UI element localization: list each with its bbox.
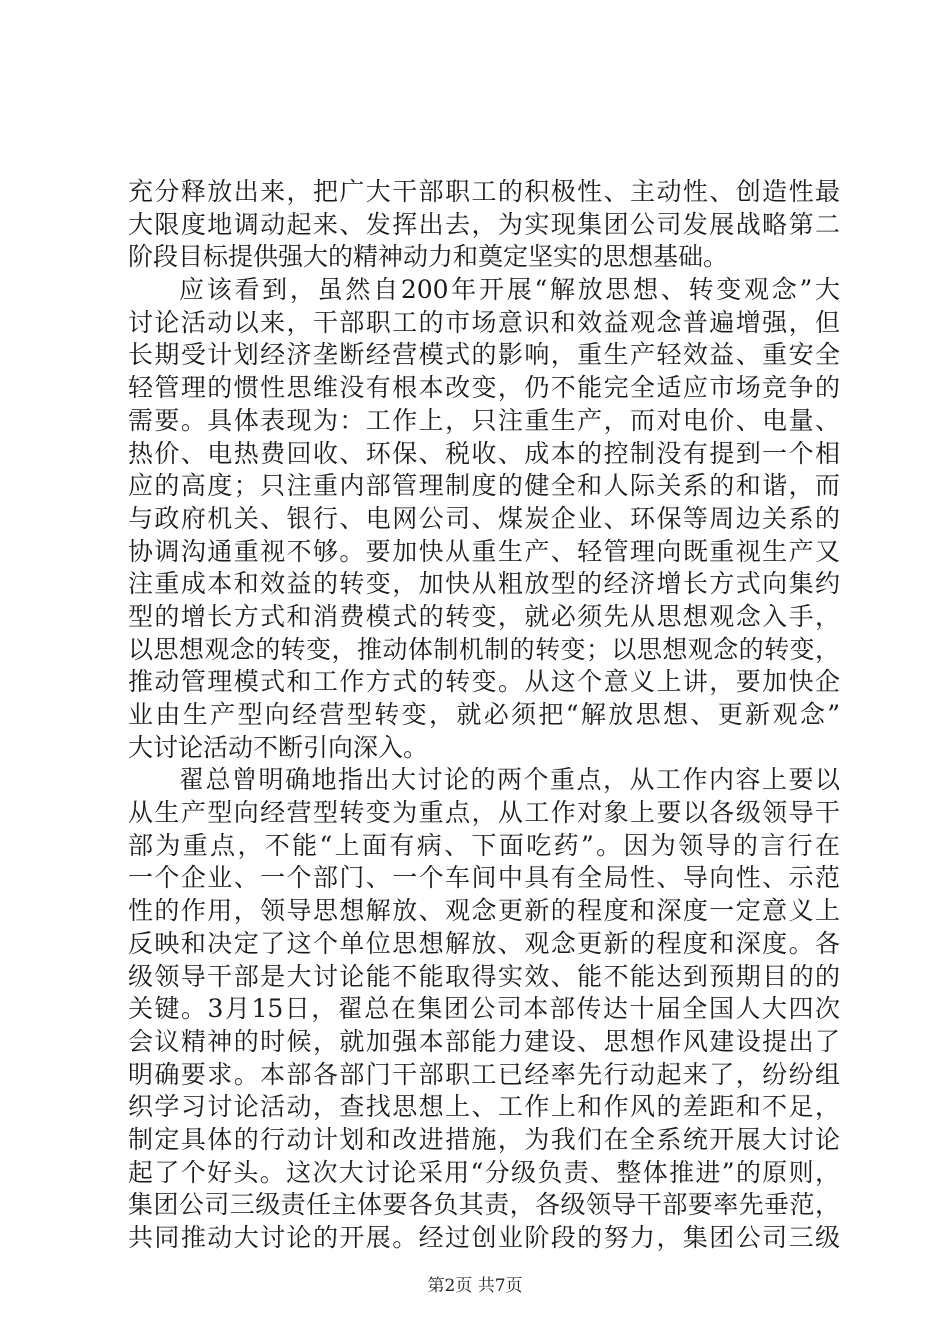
text-line: 关键。3月15日，翟总在集团公司本部传达十届全国人大四次 [128, 994, 840, 1024]
text-line: 业由生产型向经营型转变，就必须把“解放思想、更新观念” [128, 700, 840, 729]
text-line: 充分释放出来，把广大干部职工的积极性、主动性、创造性最 [128, 177, 840, 206]
document-body [128, 176, 840, 1255]
text-line: 大讨论活动不断引向深入。 [128, 732, 429, 762]
text-line: 明确要求。本部各部门干部职工已经率先行动起来了，纷纷组 [128, 1059, 840, 1089]
paragraph-3 [128, 764, 840, 1254]
text-line: 应该看到，虽然自200年开展“解放思想、转变观念”大 [179, 275, 840, 305]
page-number-footer: 第2页 共7页 [427, 1276, 523, 1296]
text-line: 需要。具体表现为：工作上，只注重生产，而对电价、电量、 [128, 405, 840, 435]
text-line: 织学习讨论活动，查找思想上、工作上和作风的差距和不足， [128, 1092, 840, 1122]
text-line: 级领导干部是大讨论能不能取得实效、能不能达到预期目的的 [128, 961, 840, 991]
text-line: 反映和决定了这个单位思想解放、观念更新的程度和深度。各 [128, 928, 840, 958]
paragraph-2 [128, 274, 840, 764]
text-line: 阶段目标提供强大的精神动力和奠定坚实的思想基础。 [128, 242, 729, 272]
text-line: 协调沟通重视不够。要加快从重生产、轻管理向既重视生产又 [128, 536, 840, 566]
text-line: 一个企业、一个部门、一个车间中具有全局性、导向性、示范 [128, 863, 840, 893]
text-line: 长期受计划经济垄断经营模式的影响，重生产轻效益、重安全 [128, 340, 840, 370]
text-line: 热价、电热费回收、环保、税收、成本的控制没有提到一个相 [128, 438, 840, 468]
text-line: 注重成本和效益的转变，加快从粗放型的经济增长方式向集约 [128, 569, 840, 599]
text-line: 部为重点，不能“上面有病、下面吃药”。因为领导的言行在 [128, 830, 840, 860]
text-line: 制定具体的行动计划和改进措施，为我们在全系统开展大讨论 [128, 1124, 840, 1154]
text-line: 大限度地调动起来、发挥出去，为实现集团公司发展战略第二 [128, 209, 840, 239]
text-line: 共同推动大讨论的开展。经过创业阶段的努力，集团公司三级 [128, 1223, 840, 1252]
text-line: 性的作用，领导思想解放、观念更新的程度和深度一定意义上 [128, 896, 840, 926]
text-line: 以思想观念的转变，推动体制机制的转变；以思想观念的转变， [128, 634, 840, 664]
text-line: 集团公司三级责任主体要各负其责，各级领导干部要率先垂范， [128, 1190, 840, 1220]
text-line: 从生产型向经营型转变为重点，从工作对象上要以各级领导干 [128, 798, 840, 828]
text-line: 轻管理的惯性思维没有根本改变，仍不能完全适应市场竞争的 [128, 373, 840, 403]
text-line: 起了个好头。这次大讨论采用“分级负责、整体推进”的原则， [128, 1157, 840, 1187]
text-line: 讨论活动以来，干部职工的市场意识和效益观念普遍增强，但 [128, 307, 840, 337]
text-line: 型的增长方式和消费模式的转变，就必须先从思想观念入手， [128, 601, 840, 631]
text-line: 会议精神的时候，就加强本部能力建设、思想作风建设提出了 [128, 1026, 840, 1056]
text-line: 翟总曾明确地指出大讨论的两个重点，从工作内容上要以 [179, 765, 840, 795]
text-line: 与政府机关、银行、电网公司、煤炭企业、环保等周边关系的 [128, 503, 840, 533]
paragraph-1 [128, 176, 840, 274]
text-line: 应的高度；只注重内部管理制度的健全和人际关系的和谐，而 [128, 471, 840, 501]
text-line: 推动管理模式和工作方式的转变。从这个意义上讲，要加快企 [128, 667, 840, 697]
